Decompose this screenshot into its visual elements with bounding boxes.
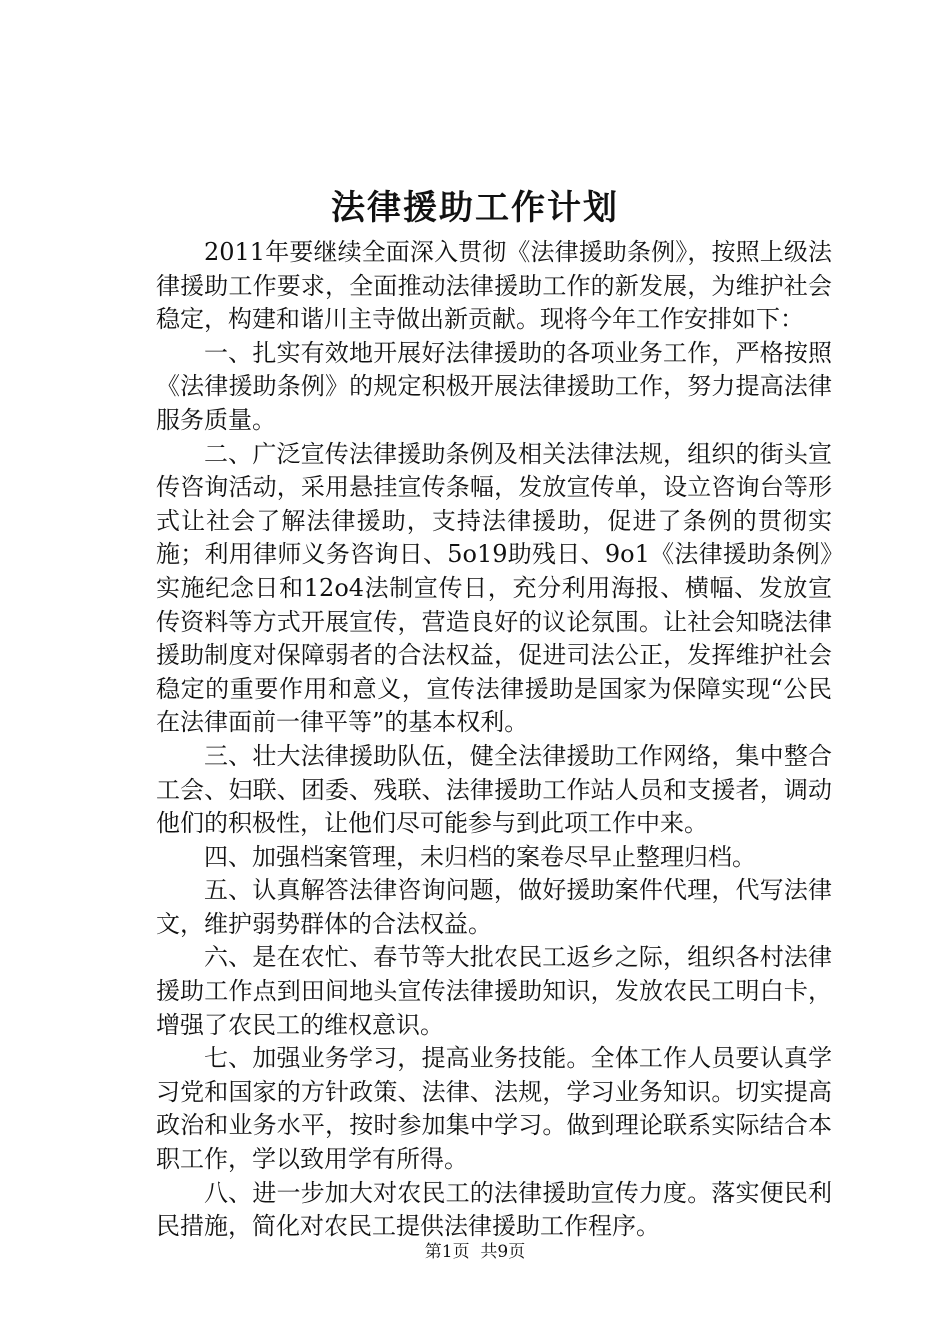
document-title: 法律援助工作计划 [331,188,619,228]
document-body [156,236,832,1244]
page-footer [0,1240,950,1264]
paragraph-item-3: 三、壮大法律援助队伍，健全法律援助工作网络，集中整合工会、妇联、团委、残联、法律援助工作站人员和支援者，调动他们的积极性，让他们尽可能参与到此项工作中来。 [156,741,832,838]
paragraph-item-7: 七、加强业务学习，提高业务技能。全体工作人员要认真学习党和国家的方针政策、法律、法规，学习业务知识。切实提高政治和业务水平，按时参加集中学习。做到理论联系实际结合本职工作，学以致用学有所得。 [156,1044,832,1174]
paragraph-item-8: 八、进一步加大对农民工的法律援助宣传力度。落实便民利民措施，简化对农民工提供法律援助工作程序。 [156,1178,832,1241]
paragraph-item-2: 二、广泛宣传法律援助条例及相关法律法规，组织的街头宣传咨询活动，采用悬挂宣传条幅，发放宣传单，设立咨询台等形式让社会了解法律援助，支持法律援助，促进了条例的贯彻实施；利用律师义务咨询日、5o19助残日、9o1《法律援助条例》实施纪念日和12o4法制宣传日，充分利用海报、横幅、发放宣传资料等方式开展宣传，营造良好的议论氛围。让社会知晓法律援助制度对保障弱者的合法权益，促进司法公正，发挥维护社会稳定的重要作用和意义，宣传法律援助是国家为保障实现“公民在法律面前一律平等”的基本权利。 [156,439,832,737]
page-number: 第1页 [424,1242,470,1262]
paragraph-item-4: 四、加强档案管理，未归档的案卷尽早止整理归档。 [204,842,756,871]
footer-spacer [470,1242,481,1262]
paragraph-item-6: 六、是在农忙、春节等大批农民工返乡之际，组织各村法律援助工作点到田间地头宣传法律援助知识，发放农民工明白卡，增强了农民工的维权意识。 [156,943,832,1039]
paragraph-item-5: 五、认真解答法律咨询问题，做好援助案件代理，代写法律文，维护弱势群体的合法权益。 [156,876,832,938]
paragraph-item-1: 一、扎实有效地开展好法律援助的各项业务工作，严格按照《法律援助条例》的规定积极开展法律援助工作，努力提高法律服务质量。 [156,338,832,434]
paragraph-intro: 2011年要继续全面深入贯彻《法律援助条例》，按照上级法律援助工作要求，全面推动法律援助工作的新发展，为维护社会稳定，构建和谐川主寺做出新贡献。现将今年工作安排如下： [156,238,832,334]
page-total: 共9页 [480,1242,526,1262]
